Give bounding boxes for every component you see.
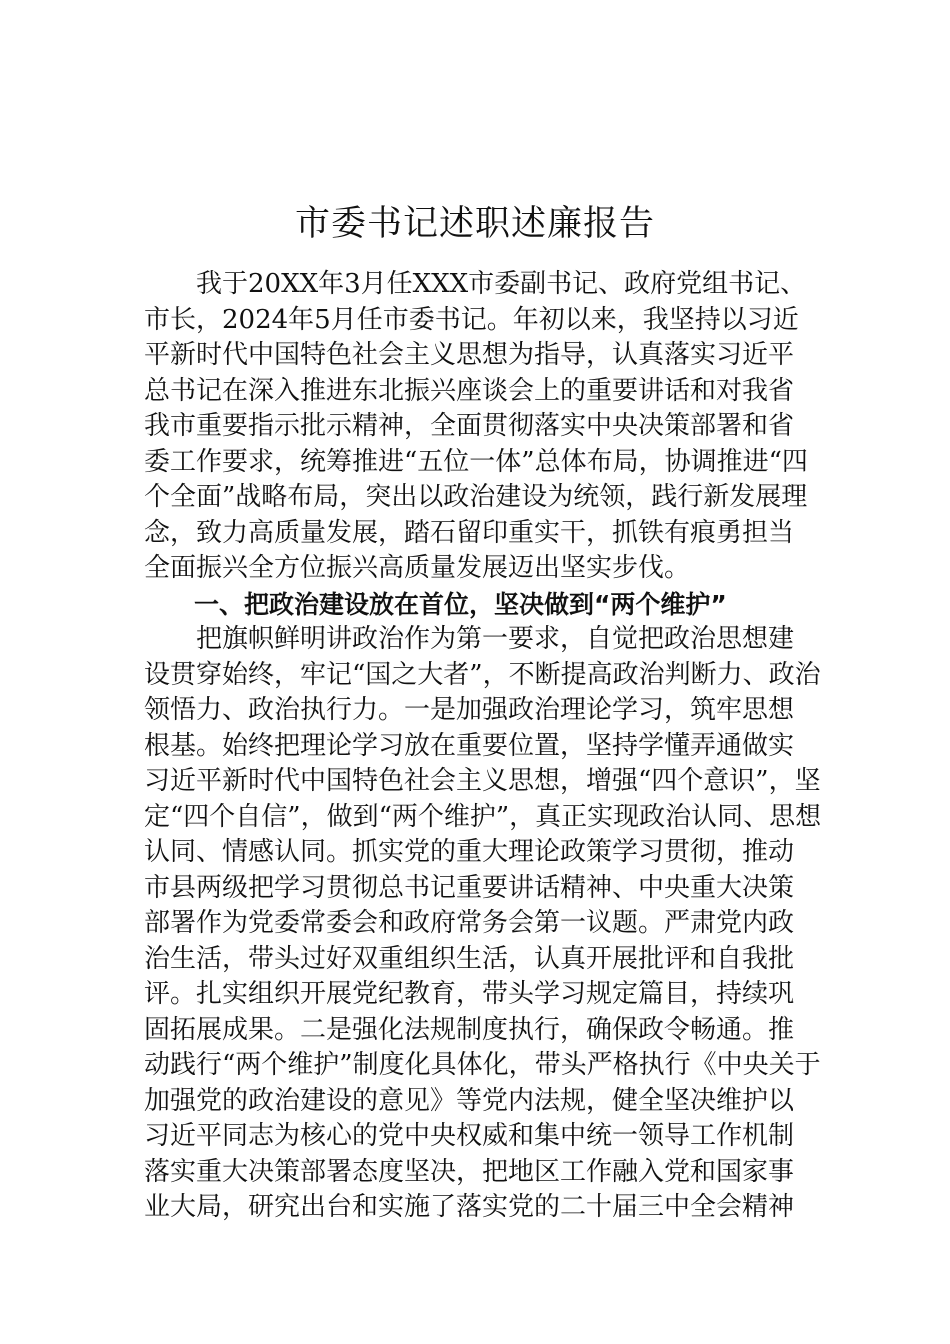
- body-line: 习近平同志为核心的党中央权威和集中统一领导工作机制: [144, 1121, 795, 1151]
- document-title: 市委书记述职述廉报告: [294, 204, 655, 245]
- body-line: 认同、情感认同。抓实党的重大理论政策学习贯彻，推动: [144, 837, 795, 867]
- body-line: 部署作为党委常委会和政府常务会第一议题。严肃党内政: [144, 908, 795, 938]
- body-line: 设贯穿始终，牢记“国之大者”，不断提高政治判断力、政治: [144, 659, 821, 690]
- body-line: 加强党的政治建设的意见》等党内法规，健全坚决维护以: [144, 1085, 795, 1116]
- body-line: 动践行“两个维护”制度化具体化，带头严格执行《中央关于: [144, 1050, 821, 1080]
- body-line: 落实重大决策部署态度坚决，把地区工作融入党和国家事: [144, 1156, 795, 1187]
- body-line: 定“四个自信”，做到“两个维护”，真正实现政治认同、思想: [144, 801, 822, 832]
- body-line: 委工作要求，统筹推进“五位一体”总体布局，协调推进“四: [144, 446, 808, 477]
- body-line: 市长，2024年5月任市委书记。年初以来，我坚持以习近: [144, 304, 799, 335]
- body-line: 业大局，研究出台和实施了落实党的二十届三中全会精神: [144, 1192, 795, 1222]
- body-line: 评。扎实组织开展党纪教育，带头学习规定篇目，持续巩: [144, 979, 795, 1009]
- body-line: 领悟力、政治执行力。一是加强政治理论学习，筑牢思想: [144, 695, 795, 725]
- body-line: 个全面”战略布局，突出以政治建设为统领，践行新发展理: [144, 482, 808, 512]
- body-line: 总书记在深入推进东北振兴座谈会上的重要讲话和对我省: [144, 375, 795, 406]
- body-line: 根基。始终把理论学习放在重要位置，坚持学懂弄通做实: [144, 730, 795, 761]
- body-line: 全面振兴全方位振兴高质量发展迈出坚实步伐。: [144, 553, 691, 583]
- body-line: 治生活，带头过好双重组织生活，认真开展批评和自我批: [144, 943, 795, 974]
- body-line: 我市重要指示批示精神，全面贯彻落实中央决策部署和省: [144, 411, 795, 441]
- body-line: 我于20XX年3月任XXX市委副书记、政府党组书记、: [144, 269, 807, 299]
- body-line: 平新时代中国特色社会主义思想为指导，认真落实习近平: [144, 340, 795, 370]
- body-line: 固拓展成果。二是强化法规制度执行，确保政令畅通。推: [144, 1014, 795, 1045]
- section-heading: 一、把政治建设放在首位，坚决做到“两个维护”: [144, 589, 727, 619]
- document-body: [144, 267, 822, 1226]
- body-line: 习近平新时代中国特色社会主义思想，增强“四个意识”，坚: [144, 766, 821, 796]
- body-line: 把旗帜鲜明讲政治作为第一要求，自觉把政治思想建: [144, 624, 795, 654]
- body-line: 念，致力高质量发展，踏石留印重实干，抓铁有痕勇担当: [144, 517, 795, 548]
- body-line: 市县两级把学习贯彻总书记重要讲话精神、中央重大决策: [144, 872, 795, 903]
